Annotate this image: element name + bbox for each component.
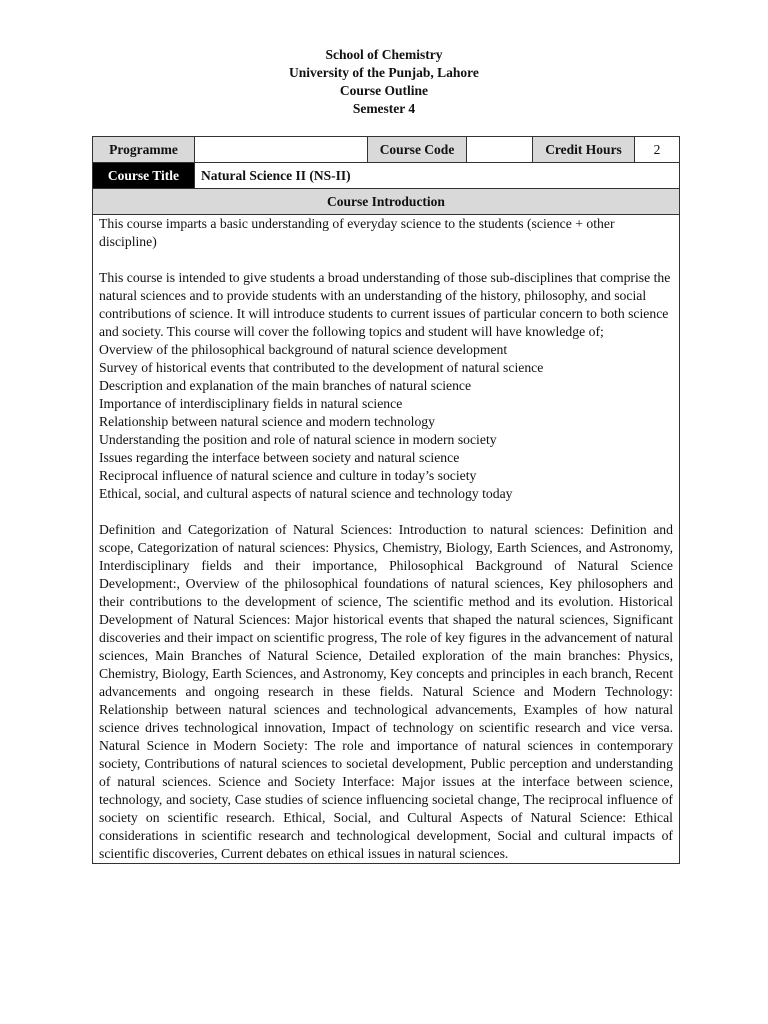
intro-heading-row <box>93 189 680 215</box>
topic-item: Overview of the philosophical background of natural science development <box>99 342 508 357</box>
topic-item: Reciprocal influence of natural science and culture in today’s society <box>99 468 477 483</box>
course-code-label: Course Code <box>368 137 467 163</box>
intro-paragraph-3: Definition and Categorization of Natural Sciences: Introduction to natural sciences: Definition and scope, Categorization of natural sciences: Physics, Chemistry, Biology, Earth Sciences, and Astronomy, Interdisciplinary fields and their importance, Philosophical Background of Natural Science Development:, Overview of the philosophical foundations of natural sciences, Key philosophers and their contributions to the development of science, The scientific method and its evolution. Historical Development of Natural Sciences: Major historical events that shaped the natural sciences, Significant discoveries and their impact on scientific progress, The role of key figures in the advancement of natural sciences, Main Branches of Natural Science, Detailed exploration of the main branches: Physics, Chemistry, Biology, Earth Sciences, and Astronomy, Key concepts and principles in each branch, Recent advancements and ongoing research in these fields. Natural Science and Modern Technology: Relationship between natural sciences and technological advancements, Examples of how natural science drives technological innovation, Impact of technology on scientific research and vice versa. Natural Science in Modern Society: The role and importance of natural sciences in contemporary society, Contributions of natural sciences to societal development, Public perception and understanding of natural sciences. Science and Society Interface: Major issues at the interface between science, technology, and society, Case studies of science influencing societal change, The reciprocal influence of society on scientific research. Ethical, Social, and Cultural Aspects of Natural Science: Ethical considerations in scientific research and technological development, Social and cultural impacts of scientific discoveries, Current debates on ethical issues in natural sciences. <box>99 522 673 861</box>
intro-paragraph-1: This course imparts a basic understanding of everyday science to the students (science + other discipline) <box>99 216 615 249</box>
paragraph-spacer <box>99 251 673 269</box>
programme-value <box>195 137 368 163</box>
topic-item: Survey of historical events that contributed to the development of natural science <box>99 360 544 375</box>
intro-paragraph-2: This course is intended to give students a broad understanding of those sub-disciplines that comprise the natural sciences and to provide students with an understanding of the history, philosophy, and social contributions of science. It will introduce students to current issues of particular concern to both science and society. This course will cover the following topics and student will have knowledge of; <box>99 270 671 339</box>
intro-content-row <box>93 215 680 864</box>
paragraph-spacer <box>99 503 673 521</box>
topic-item: Relationship between natural science and modern technology <box>99 414 435 429</box>
programme-label: Programme <box>93 137 195 163</box>
topic-item: Description and explanation of the main branches of natural science <box>99 378 472 393</box>
topic-item: Understanding the position and role of natural science in modern society <box>99 432 497 447</box>
course-outline-table <box>92 136 680 864</box>
semester-label: Semester 4 <box>352 101 416 116</box>
document-type: Course Outline <box>339 83 429 98</box>
credit-hours-value: 2 <box>635 137 680 163</box>
course-title-value: Natural Science II (NS-II) <box>195 163 680 189</box>
course-introduction-heading: Course Introduction <box>93 189 680 215</box>
programme-row <box>93 137 680 163</box>
document-header <box>0 46 768 118</box>
topic-item: Issues regarding the interface between society and natural science <box>99 450 460 465</box>
topic-item: Importance of interdisciplinary fields in natural science <box>99 396 403 411</box>
school-name: School of Chemistry <box>325 47 443 62</box>
course-code-value <box>467 137 533 163</box>
course-title-row <box>93 163 680 189</box>
credit-hours-label: Credit Hours <box>533 137 635 163</box>
university-name: University of the Punjab, Lahore <box>289 65 479 80</box>
topic-item: Ethical, social, and cultural aspects of natural science and technology today <box>99 486 513 501</box>
course-introduction-content <box>93 215 680 864</box>
course-title-label: Course Title <box>93 163 195 189</box>
